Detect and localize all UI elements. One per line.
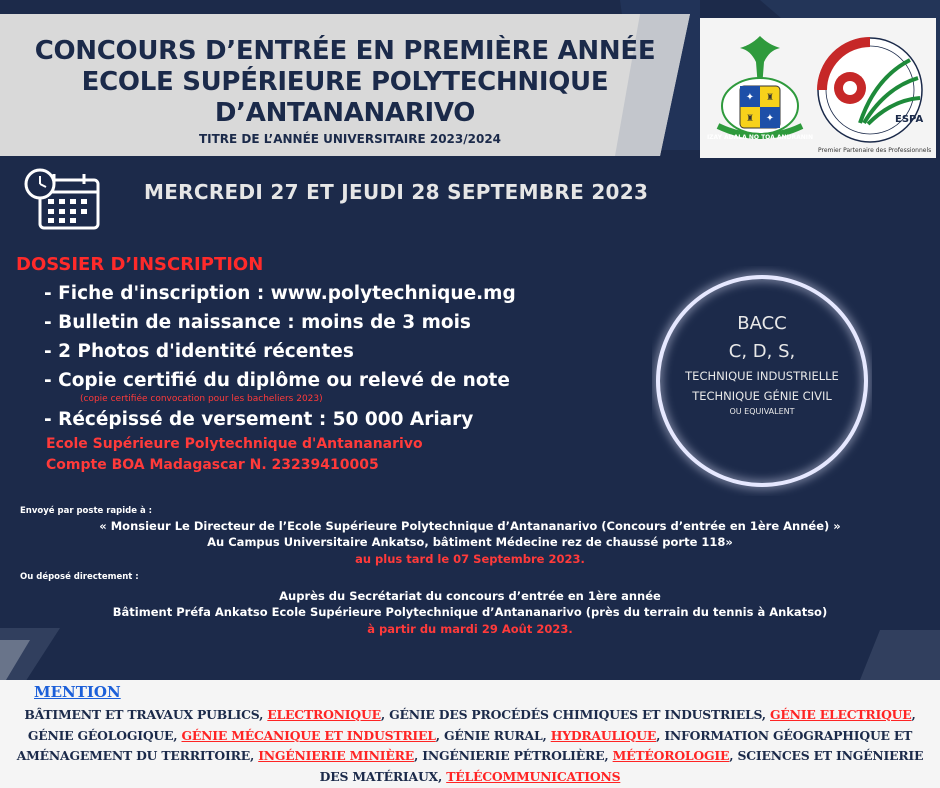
mention-separator: , xyxy=(414,748,423,763)
requirement-registration-form: - Fiche d'inscription : www.polytechnique.mg xyxy=(44,283,516,304)
exam-date-row xyxy=(24,166,664,232)
title-line-3: D’ANTANANARIVO xyxy=(214,98,476,128)
mention-separator: , xyxy=(380,707,390,722)
espa-acronym: ESPA xyxy=(895,114,924,125)
svg-text:✦: ✦ xyxy=(745,92,755,103)
payment-beneficiary: Ecole Supérieure Polytechnique d'Antananarivo xyxy=(46,436,423,452)
title-line-2: ECOLE SUPÉRIEURE POLYTECHNIQUE xyxy=(81,67,609,97)
calendar-clock-icon xyxy=(24,166,104,232)
requirement-diploma-copy: - Copie certifié du diplôme ou relevé de note xyxy=(44,370,510,391)
title-line-1: CONCOURS D’ENTRÉE EN PREMIÈRE ANNÉE xyxy=(34,36,656,66)
direct-start-date: à partir du mardi 29 Août 2023. xyxy=(367,622,573,636)
university-motto: IZAY ADALA NO TOA ANDRANIN xyxy=(706,134,814,141)
mention-btp: BÂTIMENT ET TRAVAUX PUBLICS xyxy=(24,707,260,722)
direct-label: Ou déposé directement : xyxy=(20,572,139,582)
svg-text:♜: ♜ xyxy=(745,114,755,124)
mention-separator: , xyxy=(542,727,551,743)
post-deadline: au plus tard le 07 Septembre 2023. xyxy=(355,552,585,566)
dossier-title: DOSSIER D’INSCRIPTION xyxy=(16,254,264,275)
payment-account: Compte BOA Madagascar N. 23239410005 xyxy=(46,457,379,473)
bacc-text xyxy=(652,310,872,418)
requirement-payment-receipt: - Récépissé de versement : 50 000 Ariary xyxy=(44,409,474,430)
mention-sciences-materiaux: SCIENCES ET INGÉNIERIE DES MATÉRIAUX xyxy=(319,748,924,784)
bacc-line-5: OU EQUIVALENT xyxy=(729,407,795,416)
exam-date-text: MERCREDI 27 ET JEUDI 28 SEPTEMBRE 2023 xyxy=(144,180,649,204)
mention-meteorologie: MÉTÉOROLOGIE xyxy=(612,748,730,763)
mention-genie-geologique: GÉNIE GÉOLOGIQUE xyxy=(27,727,174,743)
bacc-line-1: BACC xyxy=(737,313,787,334)
mention-separator: , xyxy=(911,707,916,722)
mention-hydraulique: HYDRAULIQUE xyxy=(550,727,657,743)
diploma-copy-note: (copie certifiée convocation pour les bacheliers 2023) xyxy=(80,394,323,404)
mention-separator: , xyxy=(259,707,268,722)
academic-year-subtitle: TITRE DE L’ANNÉE UNIVERSITAIRE 2023/2024 xyxy=(198,132,502,146)
mention-genie-rural: GÉNIE RURAL xyxy=(444,727,543,743)
requirement-birth-certificate: - Bulletin de naissance : moins de 3 mois xyxy=(44,312,471,333)
mention-separator: , xyxy=(761,707,770,722)
university-logo xyxy=(707,36,813,141)
espa-logo xyxy=(818,38,923,142)
mention-separator: , xyxy=(656,727,665,743)
bacc-line-2: C, D, S, xyxy=(728,341,796,362)
bacc-requirement-circle xyxy=(652,266,872,496)
mention-telecommunications: TÉLÉCOMMUNICATIONS xyxy=(446,768,621,784)
logos-graphic xyxy=(700,18,936,158)
svg-text:♜: ♜ xyxy=(765,93,775,103)
svg-text:✦: ✦ xyxy=(765,113,775,124)
mention-separator: , xyxy=(729,748,738,763)
mention-separator: , xyxy=(173,727,182,743)
mention-title: MENTION xyxy=(34,683,121,701)
post-address-line-2: Au Campus Universitaire Ankatso, bâtiment Médecine rez de chaussé porte 118» xyxy=(207,535,733,549)
mention-genie-electrique: GÉNIE ELECTRIQUE xyxy=(770,707,912,722)
header-title-block xyxy=(0,36,690,146)
direct-address-line-1: Auprès du Secrétariat du concours d’entrée en 1ère année xyxy=(279,589,661,603)
mention-electronique: ELECTRONIQUE xyxy=(267,707,381,722)
mention-separator: , xyxy=(437,768,447,784)
bacc-line-4: TECHNIQUE GÉNIE CIVIL xyxy=(692,389,832,403)
mention-panel xyxy=(0,680,940,788)
submission-instructions xyxy=(0,504,940,638)
mention-ingenierie-miniere: INGÉNIERIE MINIÈRE xyxy=(258,748,414,763)
post-address-line-1: « Monsieur Le Directeur de l’Ecole Supérieure Polytechnique d’Antananarivo (Concours d’entrée en 1ère Année) » xyxy=(99,519,841,533)
mention-separator: , xyxy=(435,727,445,743)
mention-list xyxy=(4,705,936,787)
espa-caption: Premier Partenaire des Professionnels xyxy=(818,147,932,154)
requirement-photos: - 2 Photos d'identité récentes xyxy=(44,341,354,362)
logos-panel xyxy=(700,18,936,158)
post-label: Envoyé par poste rapide à : xyxy=(20,506,153,516)
mention-separator: , xyxy=(604,748,613,763)
mention-information-geographique: INFORMATION GÉOGRAPHIQUE ET AMÉNAGEMENT DU TERRITOIRE xyxy=(16,727,913,763)
registration-requirements xyxy=(16,254,616,476)
mention-genie-procedes: GÉNIE DES PROCÉDÉS CHIMIQUES ET INDUSTRIELS xyxy=(389,707,762,722)
direct-address-line-2: Bâtiment Préfa Ankatso Ecole Supérieure Polytechnique d’Antananarivo (près du terrain du tennis à Ankatso) xyxy=(112,605,828,619)
bacc-line-3: TECHNIQUE INDUSTRIELLE xyxy=(685,369,839,383)
mention-ingenierie-petroliere: INGÉNIERIE PÉTROLIÈRE xyxy=(422,748,605,763)
mention-genie-mecanique: GÉNIE MÉCANIQUE ET INDUSTRIEL xyxy=(181,727,436,743)
mention-separator: , xyxy=(249,748,259,763)
